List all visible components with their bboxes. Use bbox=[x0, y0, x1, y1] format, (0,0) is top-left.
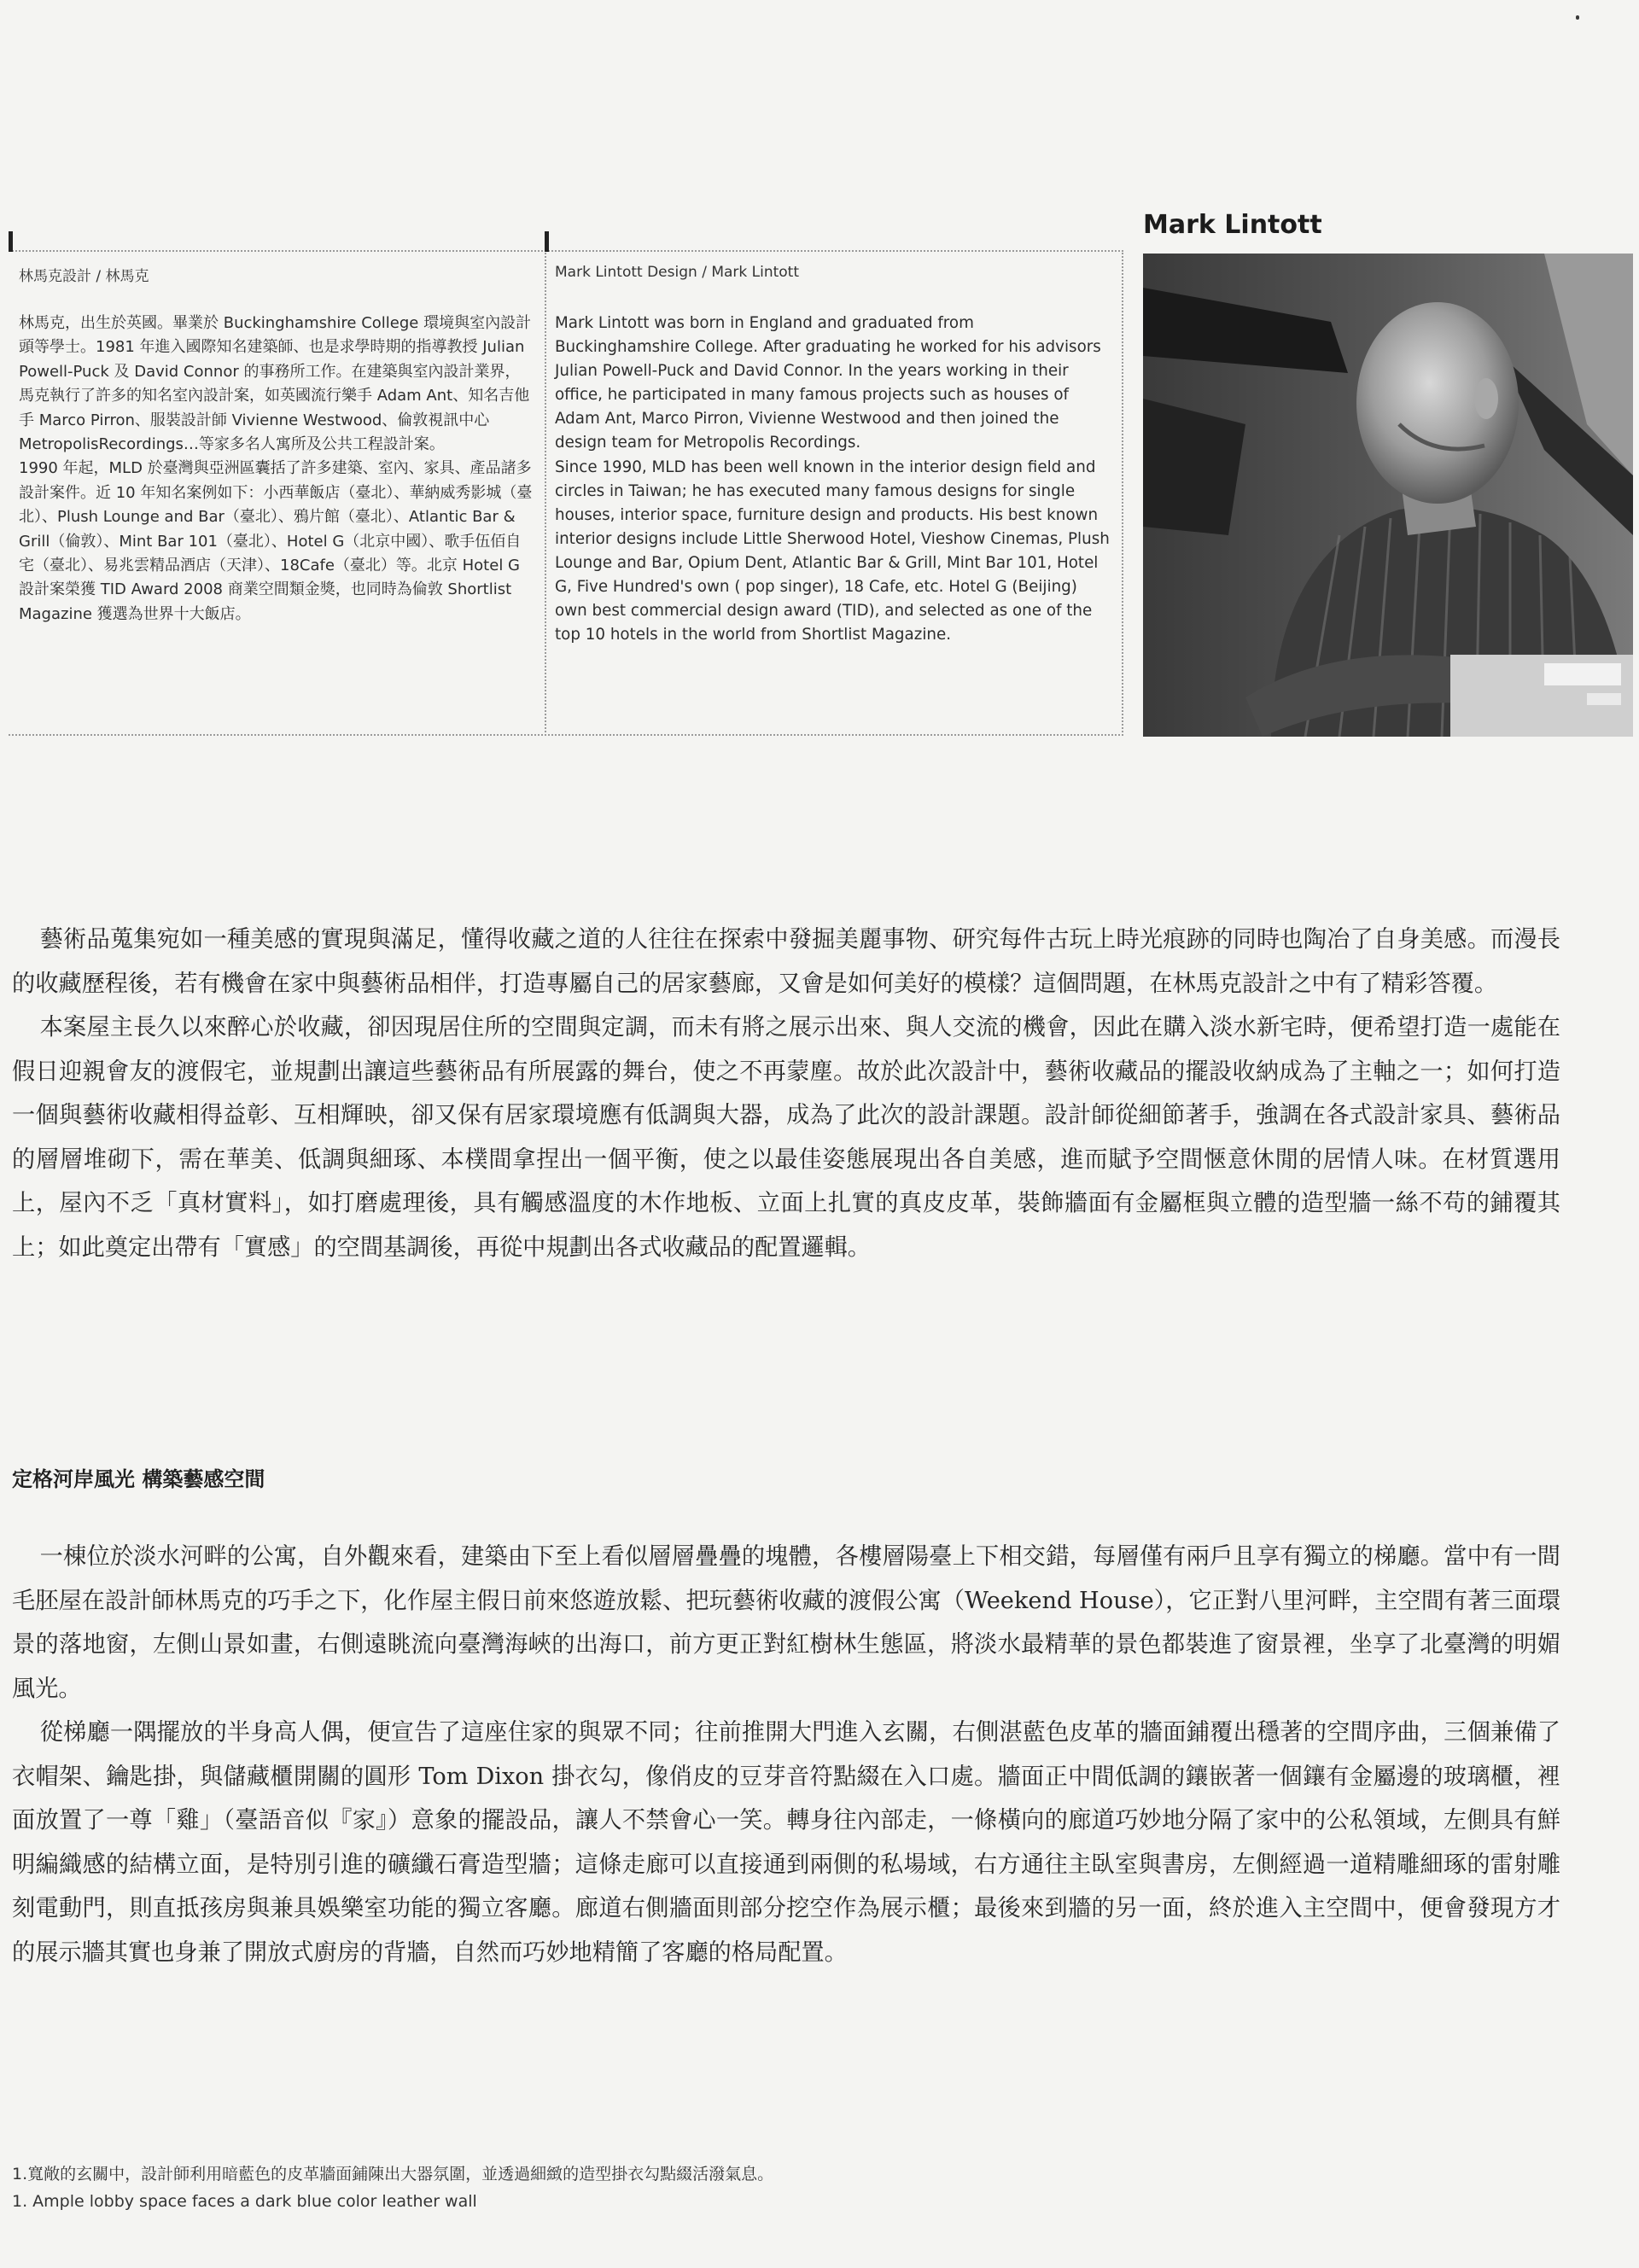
box-marker bbox=[9, 231, 13, 252]
bio-paragraph: Mark Lintott was born in England and graduated from Buckinghamshire College. After graduating he worked for his advisors Julian Powell-Puck and David Connor. In the years working in their office, he participated in many famous projects such as houses of Adam Ant, Marco Pirron, Vivienne Westwood and then joined the design team for Metropolis Recordings. bbox=[555, 314, 1101, 452]
designer-name-title: Mark Lintott bbox=[1143, 210, 1322, 240]
bio-body-english bbox=[555, 312, 1110, 647]
portrait-illustration bbox=[1143, 254, 1633, 737]
bio-box-chinese bbox=[9, 250, 546, 736]
caption-chinese: 1.寬敞的玄關中，設計師利用暗藍色的皮革牆面鋪陳出大器氛圍，並透過細緻的造型掛衣勾點綴活潑氣息。 bbox=[12, 2165, 774, 2183]
print-speck bbox=[1576, 15, 1579, 20]
box-marker bbox=[545, 231, 549, 252]
bio-box-english bbox=[545, 250, 1123, 736]
article-section-body bbox=[12, 1535, 1560, 1974]
bio-paragraph: Since 1990, MLD has been well known in the interior design field and circles in Taiwan; he has executed many famous designs for single houses, interior space, furniture design and products. His best known interior designs include Little Sherwood Hotel, Vieshow Cinemas, Plush Lounge and Bar, Opium Dent, Atlantic Bar & Grill, Mint Bar 101, Hotel G, Five Hundred's own ( pop singer), 18 Cafe, etc. Hotel G (Beijing) own best commercial design award (TID), and selected as one of the top 10 hotels in the world from Shortlist Magazine. bbox=[555, 458, 1110, 644]
bio-header-chinese: 林馬克設計 / 林馬克 bbox=[19, 268, 149, 285]
section-heading: 定格河岸風光 構築藝感空間 bbox=[12, 1467, 265, 1491]
photo-captions bbox=[12, 2160, 773, 2215]
article-paragraph: 從梯廳一隅擺放的半身高人偶，便宣告了這座住家的與眾不同；往前推開大門進入玄關，右側湛藍色皮革的牆面鋪覆出穩著的空間序曲，三個兼備了衣帽架、鑰匙掛，與儲藏櫃開關的圓形 Tom Dixon 掛衣勾，像俏皮的豆芽音符點綴在入口處。牆面正中間低調的鑲嵌著一個鑲有金屬邊的玻璃櫃，裡面放置了一尊「雞」（臺語音似『家』）意象的擺設品，讓人不禁會心一笑。轉身往內部走，一條橫向的廊道巧妙地分隔了家中的公私領域，左側具有鮮明編織感的結構立面，是特別引進的礦纖石膏造型牆；這條走廊可以直接通到兩側的私場域，右方通往主臥室與書房，左側經過一道精雕細琢的雷射雕刻電動門，則直抵孩房與兼具娛樂室功能的獨立客廳。廊道右側牆面則部分挖空作為展示櫃；最後來到牆的另一面，終於進入主空間中，便會發現方才的展示牆其實也身兼了開放式廚房的背牆，自然而巧妙地精簡了客廳的格局配置。 bbox=[12, 1719, 1560, 1966]
article-paragraph: 一棟位於淡水河畔的公寓，自外觀來看，建築由下至上看似層層疊疊的塊體，各樓層陽臺上下相交錯，每層僅有兩戶且享有獨立的梯廳。當中有一間毛胚屋在設計師林馬克的巧手之下，化作屋主假日前來悠遊放鬆、把玩藝術收藏的渡假公寓（Weekend House），它正對八里河畔，主空間有著三面環景的落地窗，左側山景如畫，右側遠眺流向臺灣海峽的出海口，前方更正對紅樹林生態區，將淡水最精華的景色都裝進了窗景裡，坐享了北臺灣的明媚風光。 bbox=[12, 1543, 1560, 1702]
bio-body-chinese bbox=[19, 312, 533, 627]
article-intro bbox=[12, 918, 1560, 1269]
bio-header-english: Mark Lintott Design / Mark Lintott bbox=[555, 264, 800, 281]
caption-english: 1. Ample lobby space faces a dark blue color leather wall bbox=[12, 2192, 477, 2211]
bio-paragraph: 林馬克，出生於英國。畢業於 Buckinghamshire College 環境與室內設計頭等學士。1981 年進入國際知名建築師、也是求學時期的指導教授 Julian Powell-Puck 及 David Connor 的事務所工作。在建築與室內設計業界，馬克執行了許多的知名室內設計案，如英國流行樂手 Adam Ant、知名吉他手 Marco Pirron、服裝設計師 Vivienne Westwood、倫敦視訊中心 MetropolisRecordings…等家多名人寓所及公共工程設計案。 bbox=[19, 314, 532, 454]
article-paragraph: 藝術品蒐集宛如一種美感的實現與滿足，懂得收藏之道的人往往在探索中發掘美麗事物、研究每件古玩上時光痕跡的同時也陶冶了自身美感。而漫長的收藏歷程後，若有機會在家中與藝術品相伴，打造專屬自己的居家藝廊，又會是如何美好的模樣？這個問題，在林馬克設計之中有了精彩答覆。 bbox=[12, 926, 1560, 997]
bio-paragraph: 1990 年起，MLD 於臺灣與亞洲區囊括了許多建築、室內、家具、產品諸多設計案件。近 10 年知名案例如下：小西華飯店（臺北）、華納威秀影城（臺北）、Plush Lounge and Bar（臺北）、鴉片館（臺北）、Atlantic Bar & Grill（倫敦）、Mint Bar 101（臺北）、Hotel G（北京中國）、歌手伍佰自宅（臺北）、易兆雲精品酒店（天津）、18Cafe（臺北）等。北京 Hotel G 設計案榮獲 TID Award 2008 商業空間類金獎，也同時為倫敦 Shortlist Magazine 獲選為世界十大飯店。 bbox=[19, 459, 533, 623]
designer-portrait-photo bbox=[1143, 254, 1633, 737]
article-paragraph: 本案屋主長久以來醉心於收藏，卻因現居住所的空間與定調，而未有將之展示出來、與人交流的機會，因此在購入淡水新宅時，便希望打造一處能在假日迎親會友的渡假宅，並規劃出讓這些藝術品有所展露的舞台，使之不再蒙塵。故於此次設計中，藝術收藏品的擺設收納成為了主軸之一；如何打造一個與藝術收藏相得益彰、互相輝映，卻又保有居家環境應有低調與大器，成為了此次的設計課題。設計師從細節著手，強調在各式設計家具、藝術品的層層堆砌下，需在華美、低調與細琢、本樸間拿捏出一個平衡，使之以最佳姿態展現出各自美感，進而賦予空間愜意休閒的居情人味。在材質選用上，屋內不乏「真材實料」，如打磨處理後，具有觸感溫度的木作地板、立面上扎實的真皮皮革，裝飾牆面有金屬框與立體的造型牆一絲不苟的鋪覆其上；如此奠定出帶有「實感」的空間基調後，再從中規劃出各式收藏品的配置邏輯。 bbox=[12, 1014, 1560, 1261]
